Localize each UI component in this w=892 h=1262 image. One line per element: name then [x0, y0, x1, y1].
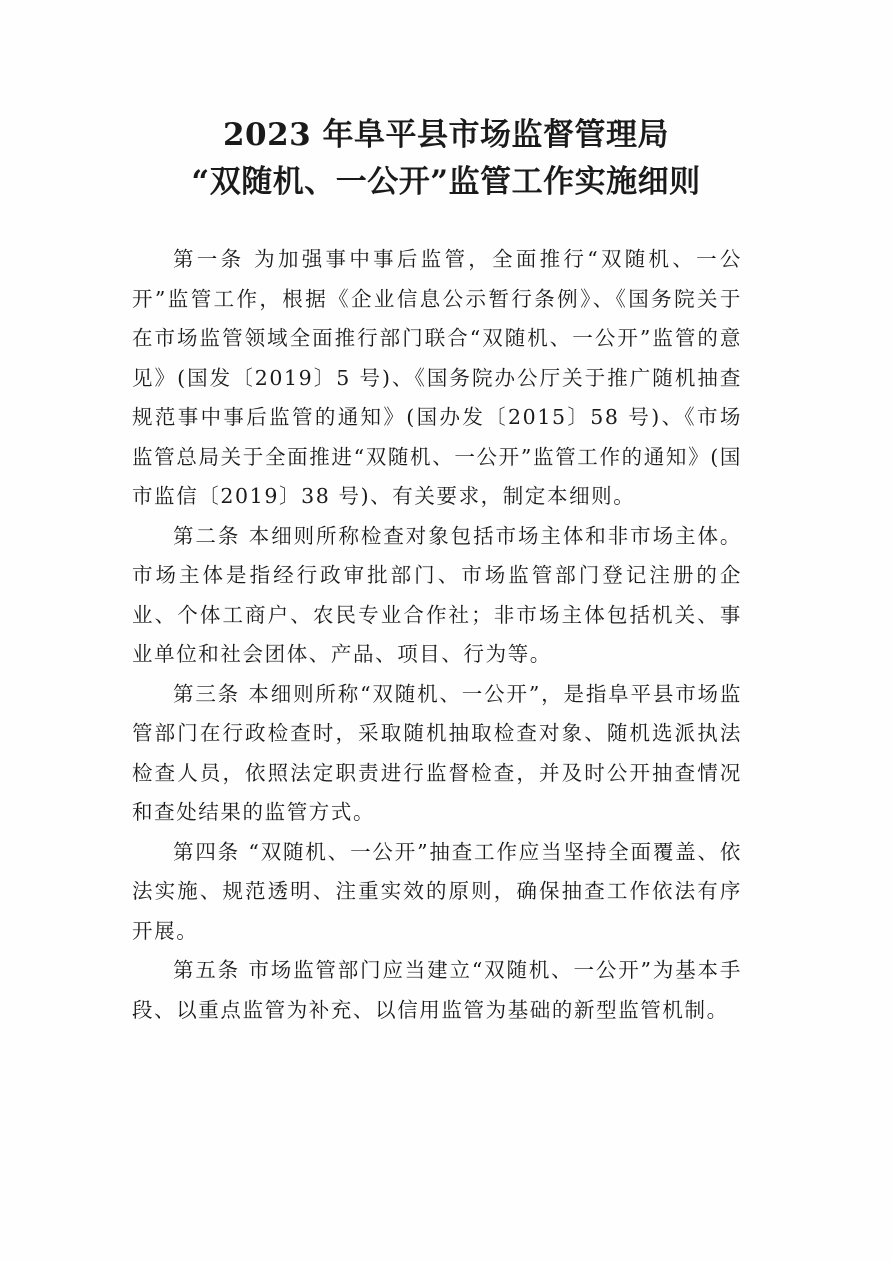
article-2-paragraph: 第二条 本细则所称检查对象包括市场主体和非市场主体。市场主体是指经行政审批部门、市场监管部门登记注册的企业、个体工商户、农民专业合作社；非市场主体包括机关、事业单位和社会团体、产品、项目、行为等。 — [132, 523, 742, 666]
article-3-paragraph: 第三条 本细则所称“双随机、一公开”，是指阜平县市场监管部门在行政检查时，采取随机抽取检查对象、随机选派执法检查人员，依照法定职责进行监督检查，并及时公开抽查情况和查处结果的监管方式。 — [132, 681, 742, 824]
document-body — [132, 240, 742, 1030]
article-5-paragraph: 第五条 市场监管部门应当建立“双随机、一公开”为基本手段、以重点监管为补充、以信用监管为基础的新型监管机制。 — [132, 958, 742, 1022]
article-4-paragraph: 第四条 “双随机、一公开”抽查工作应当坚持全面覆盖、依法实施、规范透明、注重实效的原则，确保抽查工作依法有序开展。 — [132, 839, 742, 943]
title-line-2: “双随机、一公开”监管工作实施细则 — [191, 164, 701, 200]
title-line-1: 2023 年阜平县市场监督管理局 — [222, 117, 670, 153]
document-title — [0, 112, 892, 206]
article-1-paragraph: 第一条 为加强事中事后监管，全面推行“双随机、一公开”监管工作，根据《企业信息公示暂行条例》、《国务院关于在市场监管领域全面推行部门联合“双随机、一公开”监管的意见》(国发〔2019〕5 号)、《国务院办公厅关于推广随机抽查规范事中事后监管的通知》(国办发〔2015〕58 号)、《市场监管总局关于全面推进“双随机、一公开”监管工作的通知》(国市监信〔2019〕38 号)、有关要求，制定本细则。 — [132, 247, 742, 508]
